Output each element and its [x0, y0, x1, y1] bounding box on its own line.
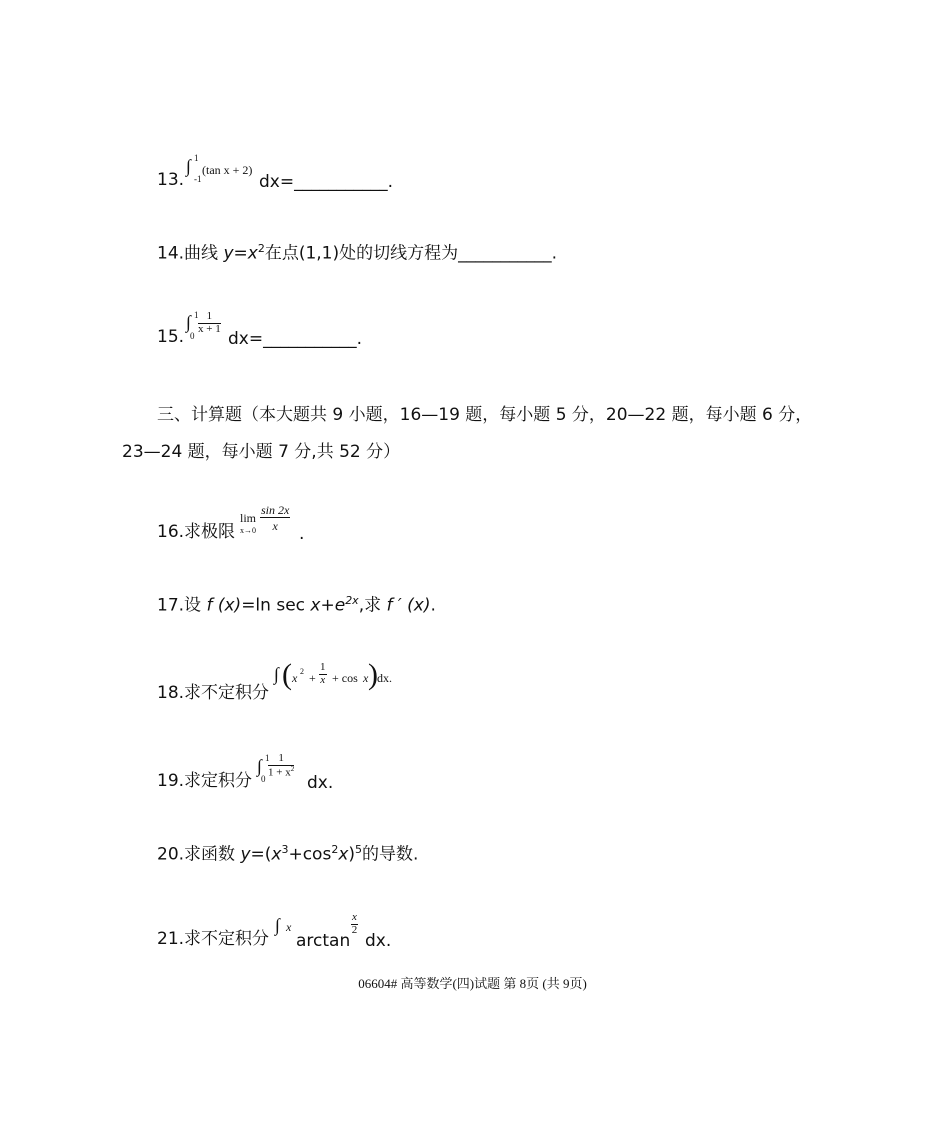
integral-sign-icon: ∫ [274, 664, 279, 684]
q13-tail: dx=___________. [259, 172, 393, 192]
q20-x-2: x [338, 844, 349, 865]
q13-upper-limit: 1 [194, 153, 199, 163]
q18-x-squared: x [292, 671, 298, 685]
question-17 [157, 595, 436, 615]
question-14 [157, 243, 557, 263]
q15-lower-limit: 0 [190, 331, 195, 341]
q14-text: 在点(1,1)处的切线方程为___________. [264, 243, 558, 264]
q17-text-a: 17.设 [157, 595, 207, 616]
question-21-number: 21.求不定积分 [157, 929, 270, 949]
q16-lim-subscript: x→0 [240, 526, 256, 535]
q20-tail: 的导数. [362, 844, 419, 865]
question-14-number: 14.曲线 [157, 243, 224, 264]
q13-lower-limit: -1 [194, 174, 202, 184]
q18-fraction [319, 662, 327, 686]
q17-paren: (x) [217, 595, 242, 616]
q21-arctan: arctan [296, 931, 351, 951]
q20-y: y [240, 844, 251, 865]
right-paren-icon: ) [368, 658, 378, 691]
q18-tail: dx. [377, 671, 392, 685]
q20-exp-5: 5 [355, 843, 363, 856]
q19-denominator-exponent: 2 [290, 764, 295, 773]
question-19-number: 19.求定积分 [157, 771, 253, 791]
q19-lower-limit: 0 [261, 774, 266, 784]
q21-fraction-numerator: x [352, 911, 357, 923]
question-16-number: 16.求极限 [157, 522, 236, 542]
q19-fraction-denominator-wrap [268, 766, 294, 779]
integral-sign-icon: ∫ [275, 915, 280, 935]
question-21 [157, 931, 269, 948]
integral-sign-icon: ∫ [186, 312, 191, 332]
q20-x: x [271, 844, 282, 865]
q17-paren-2: (x) [407, 595, 431, 616]
q15-fraction [198, 311, 221, 335]
q20-mid: =( [250, 844, 272, 865]
q18-plus-1: + [309, 671, 316, 685]
q21-tail: dx. [365, 931, 392, 951]
q18-exponent: 2 [300, 667, 304, 676]
left-paren-icon: ( [282, 658, 292, 691]
q17-f: f [206, 595, 213, 616]
q13-integrand: (tan x + 2) [202, 163, 253, 177]
question-16 [157, 524, 235, 541]
q19-fraction-numerator: 1 [268, 753, 294, 766]
q19-fraction-denominator: 1 + x [268, 766, 291, 779]
q14-exponent: 2 [257, 242, 265, 255]
q16-fraction-denominator: x [272, 518, 278, 533]
q17-x: x [310, 595, 321, 616]
q20-plus-cos: +cos [288, 844, 332, 865]
q21-x: x [286, 920, 292, 934]
q17-exponent: 2x [345, 594, 359, 607]
section-heading-line-1: 三、计算题（本大题共 9 小题，16—19 题，每小题 5 分，20—22 题，每小题 6 分， [157, 405, 813, 425]
q18-fraction-numerator: 1 [320, 661, 326, 673]
q20-text: 20.求函数 [157, 844, 241, 865]
q15-tail: dx=___________. [228, 329, 362, 349]
q20-close: ) [348, 844, 356, 865]
q17-e: e [334, 595, 346, 616]
q17-text-b: =ln sec [241, 595, 311, 616]
q21-fraction-denominator: 2 [351, 923, 358, 936]
page-footer: 06604# 高等数学(四)试题 第 8页 (共 9页) [358, 976, 587, 991]
question-18 [157, 685, 269, 702]
question-13-number: 13. [157, 170, 185, 190]
q17-plus: + [320, 595, 335, 616]
q18-plus-cos: + cos [332, 671, 358, 685]
q19-tail: dx. [307, 773, 334, 793]
q20-exp-2: 2 [331, 843, 339, 856]
q16-fraction-numerator: sin 2x [261, 503, 290, 517]
question-15 [157, 329, 184, 346]
q15-upper-limit: 1 [194, 310, 199, 320]
q17-f-prime: f ′ [386, 595, 402, 616]
q15-fraction-numerator: 1 [198, 311, 221, 324]
q19-upper-limit: 1 [265, 753, 270, 763]
q16-fraction [260, 504, 290, 532]
question-18-number: 18.求不定积分 [157, 683, 270, 703]
q17-text-c: ,求 [358, 595, 387, 616]
q21-fraction [351, 912, 358, 936]
q19-fraction [268, 753, 294, 779]
q17-tail: . [430, 595, 436, 616]
question-19 [157, 773, 252, 790]
section-heading-line-2: 23—24 题，每小题 7 分,共 52 分） [122, 442, 401, 462]
q18-x: x [363, 671, 369, 685]
question-15-number: 15. [157, 327, 185, 347]
q16-tail: . [299, 524, 305, 544]
integral-sign-icon: ∫ [186, 156, 191, 176]
integral-sign-icon: ∫ [257, 756, 262, 776]
q14-x: x [247, 243, 258, 264]
q18-fraction-denominator: x [320, 673, 326, 686]
q16-lim: lim [240, 511, 257, 525]
q15-fraction-denominator: x + 1 [198, 322, 221, 335]
q14-y: y [223, 243, 234, 264]
question-13 [157, 172, 184, 189]
q20-exp-3: 3 [281, 843, 289, 856]
q14-eq: = [233, 243, 248, 264]
question-20 [157, 844, 418, 864]
